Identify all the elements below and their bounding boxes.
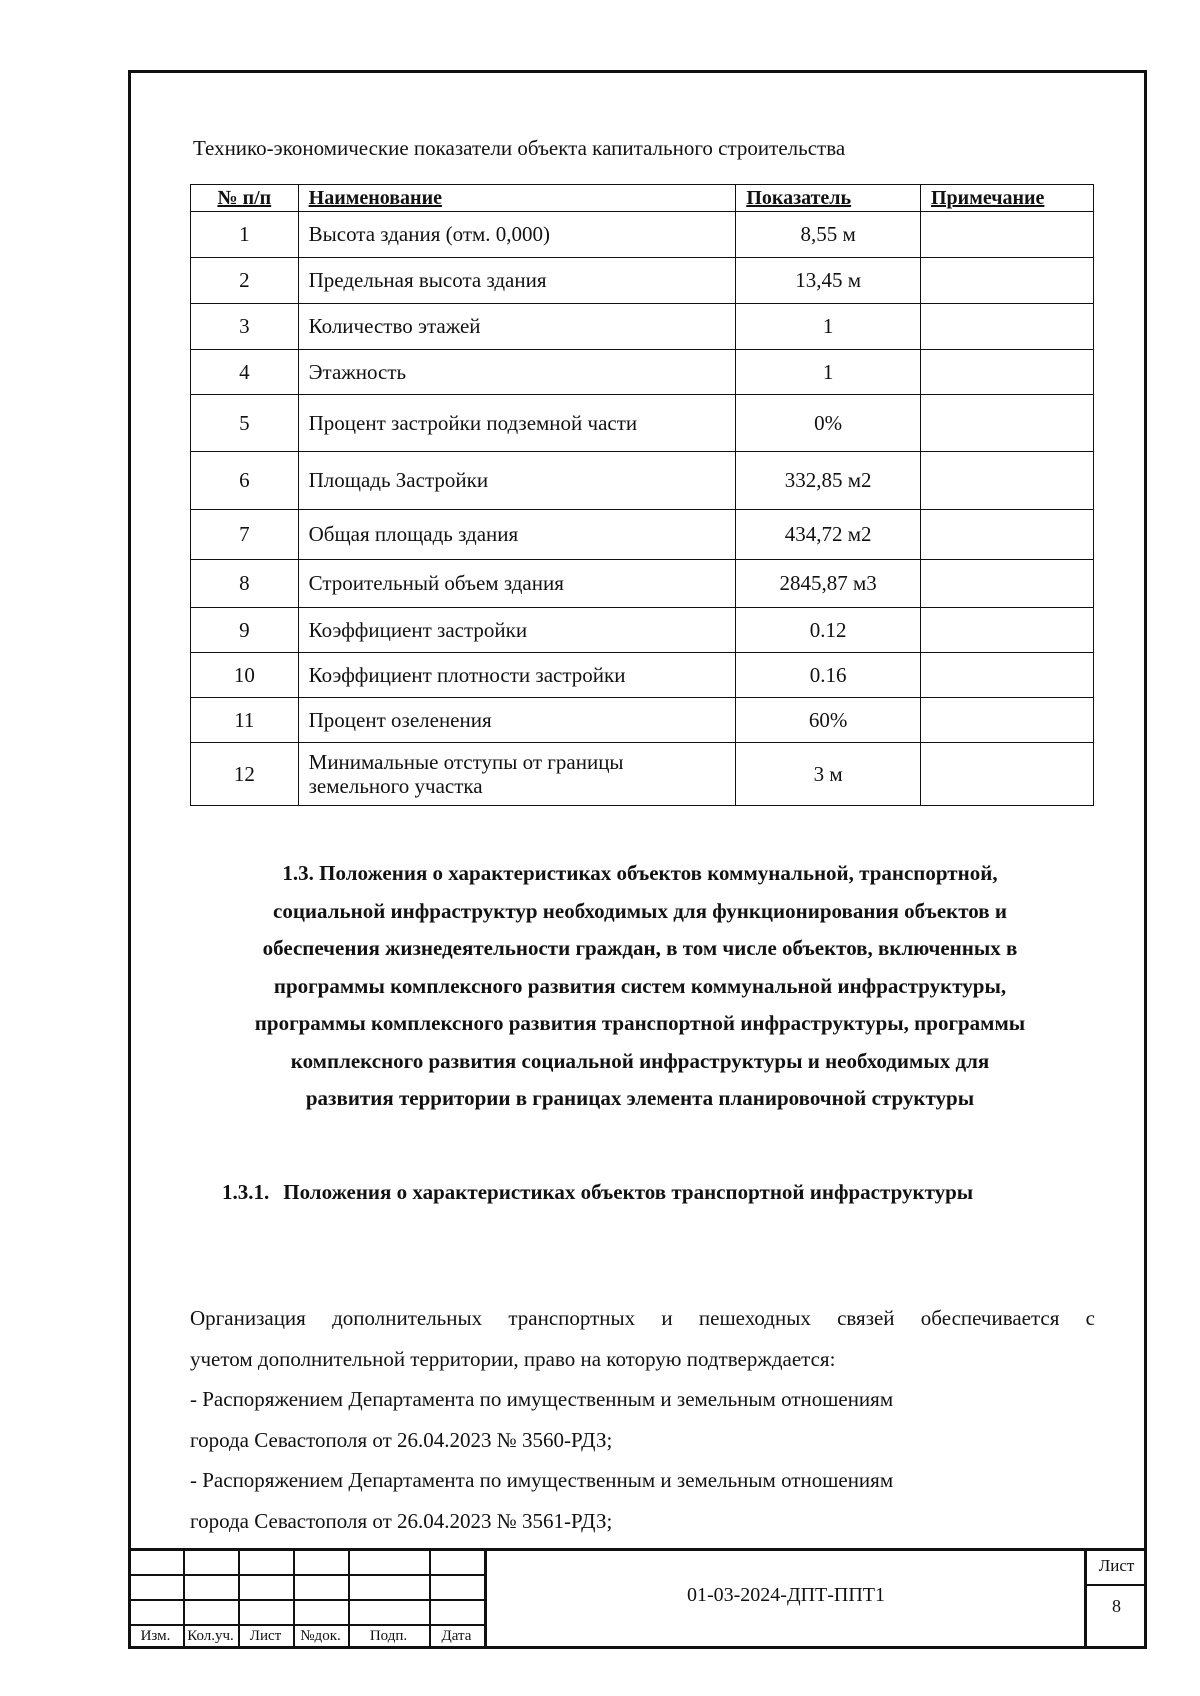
row-note bbox=[921, 212, 1094, 258]
heading-line: 1.3. Положения о характеристиках объектов коммунальной, транспортной, bbox=[282, 861, 998, 885]
heading-line: обеспечения жизнедеятельности граждан, в том числе объектов, включенных в bbox=[262, 936, 1018, 960]
paragraph-line: города Севастополя от 26.04.2023 № 3560-РДЗ; bbox=[190, 1427, 613, 1452]
row-num: 8 bbox=[191, 560, 299, 608]
paragraph-line: учетом дополнительной территории, право на которую подтверждается: bbox=[190, 1346, 836, 1371]
row-name: Процент застройки подземной части bbox=[298, 395, 736, 452]
heading-line: социальной инфраструктур необходимых для функционирования объектов и bbox=[273, 898, 1007, 923]
stamp-divider bbox=[128, 1624, 484, 1626]
header-num: № п/п bbox=[191, 185, 299, 212]
row-num: 11 bbox=[191, 698, 299, 743]
row-num: 3 bbox=[191, 304, 299, 350]
table-row bbox=[191, 698, 1094, 743]
row-value: 13,45 м bbox=[736, 258, 921, 304]
sheet-box bbox=[1086, 1548, 1147, 1649]
row-value: 1 bbox=[736, 350, 921, 395]
heading-line: программы комплексного развития систем коммунальной инфраструктуры, bbox=[273, 973, 1007, 998]
row-name bbox=[298, 743, 736, 806]
header-note: Примечание bbox=[921, 185, 1094, 212]
body-text bbox=[190, 1298, 1095, 1541]
indicators-table bbox=[190, 184, 1094, 806]
paragraph-line: - Распоряжением Департамента по имущественным и земельным отношениям bbox=[190, 1468, 894, 1492]
row-value: 2845,87 м3 bbox=[736, 560, 921, 608]
row-name: Строительный объем здания bbox=[298, 560, 736, 608]
table-row bbox=[191, 608, 1094, 653]
row-name: Этажность bbox=[298, 350, 736, 395]
paragraph-line: города Севастополя от 26.04.2023 № 3561-РДЗ; bbox=[190, 1508, 613, 1533]
paragraph-line: - Распоряжением Департамента по имущественным и земельным отношениям bbox=[190, 1387, 894, 1411]
row-name: Коэффициент плотности застройки bbox=[298, 653, 736, 698]
section-number: 1.3.1. bbox=[222, 1180, 270, 1204]
row-note bbox=[921, 653, 1094, 698]
header-name: Наименование bbox=[298, 185, 736, 212]
stamp-label-podp: Подп. bbox=[369, 1628, 408, 1644]
row-name: Процент озеленения bbox=[298, 698, 736, 743]
table-row bbox=[191, 395, 1094, 452]
row-num: 4 bbox=[191, 350, 299, 395]
row-name-line: земельного участка bbox=[308, 774, 483, 798]
row-note bbox=[921, 258, 1094, 304]
row-name: Общая площадь здания bbox=[298, 510, 736, 560]
table-row bbox=[191, 560, 1094, 608]
row-num: 10 bbox=[191, 653, 299, 698]
row-value: 0.12 bbox=[736, 608, 921, 653]
paragraph-line: Организация дополнительных транспортных и пешеходных связей обеспечивается с bbox=[190, 1306, 1095, 1330]
section-1-3-heading bbox=[200, 855, 1080, 1118]
row-value: 60% bbox=[736, 698, 921, 743]
table-row bbox=[191, 452, 1094, 510]
row-value: 3 м bbox=[736, 743, 921, 806]
row-name: Площадь Застройки bbox=[298, 452, 736, 510]
row-note bbox=[921, 608, 1094, 653]
row-value: 0.16 bbox=[736, 653, 921, 698]
row-num: 1 bbox=[191, 212, 299, 258]
stamp-label-ndok: №док. bbox=[300, 1628, 341, 1644]
row-num: 7 bbox=[191, 510, 299, 560]
row-value: 332,85 м2 bbox=[736, 452, 921, 510]
row-value: 8,55 м bbox=[736, 212, 921, 258]
section-title: Положения о характеристиках объектов транспортной инфраструктуры bbox=[283, 1180, 974, 1204]
row-name: Коэффициент застройки bbox=[298, 608, 736, 653]
table-row bbox=[191, 350, 1094, 395]
row-name: Высота здания (отм. 0,000) bbox=[298, 212, 736, 258]
table-row bbox=[191, 510, 1094, 560]
row-name-line: Минимальные отступы от границы bbox=[308, 750, 624, 774]
heading-line: комплексного развития социальной инфраструктуры и необходимых для bbox=[290, 1048, 990, 1073]
table-row bbox=[191, 212, 1094, 258]
row-note bbox=[921, 350, 1094, 395]
row-num: 6 bbox=[191, 452, 299, 510]
row-name: Количество этажей bbox=[298, 304, 736, 350]
row-note bbox=[921, 698, 1094, 743]
row-name: Предельная высота здания bbox=[298, 258, 736, 304]
table-row bbox=[191, 653, 1094, 698]
row-note bbox=[921, 452, 1094, 510]
table-row bbox=[191, 304, 1094, 350]
row-value: 0% bbox=[736, 395, 921, 452]
table-row bbox=[191, 743, 1094, 806]
row-note bbox=[921, 743, 1094, 806]
stamp-label-data: Дата bbox=[441, 1628, 472, 1644]
header-value: Показатель bbox=[736, 185, 921, 212]
table-header-row bbox=[191, 185, 1094, 212]
stamp-divider bbox=[1086, 1584, 1147, 1586]
section-1-3-1-heading bbox=[222, 1180, 973, 1205]
row-num: 5 bbox=[191, 395, 299, 452]
row-num: 9 bbox=[191, 608, 299, 653]
row-value: 434,72 м2 bbox=[736, 510, 921, 560]
heading-line: программы комплексного развития транспортной инфраструктуры, программы bbox=[254, 1011, 1026, 1035]
row-note bbox=[921, 395, 1094, 452]
table-row bbox=[191, 258, 1094, 304]
stamp-divider bbox=[128, 1599, 484, 1601]
document-code: 01-03-2024-ДПТ-ППТ1 bbox=[686, 1584, 886, 1606]
stamp-label-kol-uch: Кол.уч. bbox=[187, 1628, 234, 1644]
row-num: 2 bbox=[191, 258, 299, 304]
stamp-label-list: Лист bbox=[249, 1628, 282, 1644]
heading-line: развития территории в границах элемента планировочной структуры bbox=[305, 1086, 975, 1110]
row-note bbox=[921, 304, 1094, 350]
row-value: 1 bbox=[736, 304, 921, 350]
table-title: Технико-экономические показатели объекта капитального строительства bbox=[193, 136, 846, 160]
row-note bbox=[921, 560, 1094, 608]
sheet-label: Лист bbox=[1098, 1556, 1135, 1575]
row-num: 12 bbox=[191, 743, 299, 806]
sheet-number: 8 bbox=[1112, 1596, 1121, 1616]
stamp-label-izm: Изм. bbox=[140, 1628, 171, 1644]
stamp-divider bbox=[128, 1574, 484, 1576]
row-note bbox=[921, 510, 1094, 560]
